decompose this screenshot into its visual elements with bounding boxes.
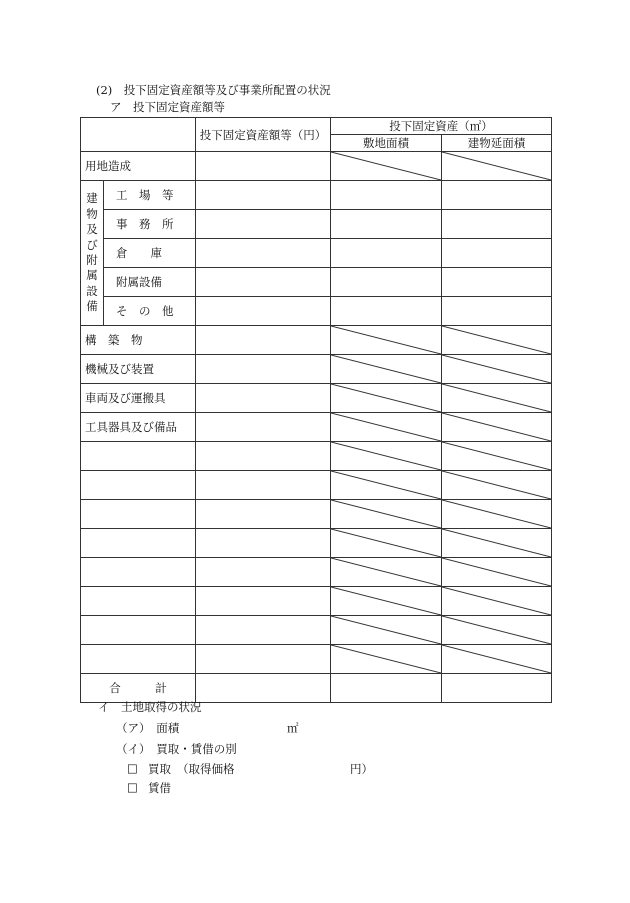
row-label-other: そ の 他 (116, 304, 174, 318)
purchase-type-label: （イ） 買取・賃借の別 (116, 742, 237, 756)
diagonal-strike-line (331, 442, 441, 470)
purchase-checkbox[interactable]: □ (127, 761, 138, 775)
investment-amount-field[interactable] (196, 529, 331, 558)
site-area-field[interactable] (331, 181, 442, 210)
row-label-field[interactable] (81, 471, 196, 500)
diagonal-strike-line (442, 645, 551, 673)
floor-area-cell-crossed (442, 355, 552, 384)
header-floor-area-cell (442, 135, 552, 152)
row-label-tools: 工具器具及び備品 (85, 420, 177, 434)
purchase-price-label: （取得価格 (177, 762, 235, 776)
diagonal-strike-line (331, 152, 441, 180)
site-area-cell-crossed (331, 616, 442, 645)
row-label-cell (81, 326, 196, 355)
floor-area-cell-crossed (442, 616, 552, 645)
diagonal-strike-line (442, 471, 551, 499)
floor-area-cell-crossed (442, 645, 552, 674)
diagonal-strike-line (331, 558, 441, 586)
row-label-field[interactable] (81, 558, 196, 587)
header-assets: 投下固定資産（㎡） (389, 119, 493, 133)
site-area-cell-crossed (331, 529, 442, 558)
row-label-cell (81, 413, 196, 442)
land-area-label: （ア） 面積 (116, 721, 180, 735)
floor-area-field[interactable] (442, 268, 552, 297)
lease-label: 賃借 (148, 781, 171, 795)
header-investment-cell (196, 118, 331, 152)
floor-area-field[interactable] (442, 210, 552, 239)
header-assets-cell (331, 118, 552, 135)
table-row-blank (81, 587, 552, 616)
table-header-row (81, 118, 552, 135)
row-label-field[interactable] (81, 645, 196, 674)
row-label-warehouse: 倉 庫 (116, 246, 162, 260)
row-label-cell (81, 355, 196, 384)
investment-amount-field[interactable] (196, 500, 331, 529)
site-area-cell-crossed (331, 645, 442, 674)
diagonal-strike-line (442, 384, 551, 412)
floor-area-field[interactable] (442, 181, 552, 210)
purchase-label: 買取 (148, 762, 171, 776)
header-blank-cell (81, 118, 196, 152)
diagonal-strike-line (331, 500, 441, 528)
site-area-cell-crossed (331, 587, 442, 616)
floor-area-cell-crossed (442, 152, 552, 181)
table-row-blank (81, 500, 552, 529)
investment-amount-field[interactable] (196, 326, 331, 355)
table-row-machinery (81, 355, 552, 384)
lease-checkbox[interactable]: □ (127, 780, 138, 794)
investment-amount-field[interactable] (196, 210, 331, 239)
floor-area-cell-crossed (442, 587, 552, 616)
row-label-field[interactable] (81, 529, 196, 558)
floor-area-cell-crossed (442, 558, 552, 587)
table-row-blank (81, 558, 552, 587)
row-label-field[interactable] (81, 587, 196, 616)
row-label-land: 用地造成 (85, 159, 131, 173)
site-area-cell-crossed (331, 500, 442, 529)
site-area-field[interactable] (331, 210, 442, 239)
table-row-building-office (81, 210, 552, 239)
table-row-blank (81, 471, 552, 500)
row-label-cell (81, 152, 196, 181)
floor-area-cell-crossed (442, 500, 552, 529)
table-row-blank (81, 616, 552, 645)
table-row-tools (81, 413, 552, 442)
header-site-area: 敷地面積 (363, 136, 409, 150)
row-label-total: 合 計 (109, 681, 167, 695)
investment-amount-field[interactable] (196, 181, 331, 210)
investment-amount-field[interactable] (196, 587, 331, 616)
site-area-field[interactable] (331, 239, 442, 268)
purchase-price-unit: 円） (350, 762, 373, 776)
site-area-cell-crossed (331, 471, 442, 500)
investment-amount-field[interactable] (196, 645, 331, 674)
site-area-cell-crossed (331, 326, 442, 355)
diagonal-strike-line (331, 355, 441, 383)
floor-area-cell-crossed (442, 384, 552, 413)
row-label-equipment: 附属設備 (116, 275, 162, 289)
diagonal-strike-line (442, 152, 551, 180)
header-site-area-cell (331, 135, 442, 152)
floor-area-cell-crossed (442, 471, 552, 500)
row-label-cell (104, 239, 196, 268)
investment-amount-field[interactable] (196, 239, 331, 268)
table-row-building-factory (81, 181, 552, 210)
diagonal-strike-line (442, 355, 551, 383)
floor-area-field[interactable] (442, 239, 552, 268)
row-label-field[interactable] (81, 442, 196, 471)
diagonal-strike-line (442, 558, 551, 586)
row-label-structures: 構 築 物 (85, 333, 143, 347)
diagonal-strike-line (442, 616, 551, 644)
floor-area-cell-crossed (442, 326, 552, 355)
row-label-machinery: 機械及び装置 (85, 362, 154, 376)
table-row-building-equipment (81, 268, 552, 297)
investment-amount-field[interactable] (196, 152, 331, 181)
land-heading: イ 土地取得の状況 (98, 700, 202, 714)
row-label-field[interactable] (81, 500, 196, 529)
diagonal-strike-line (442, 500, 551, 528)
diagonal-strike-line (331, 529, 441, 557)
site-area-cell-crossed (331, 558, 442, 587)
row-label-cell (104, 268, 196, 297)
site-area-field[interactable] (331, 297, 442, 326)
investment-amount-field[interactable] (196, 355, 331, 384)
site-area-total-field[interactable] (331, 674, 442, 703)
investment-amount-field[interactable] (196, 297, 331, 326)
section-heading: (2) 投下固定資産額等及び事業所配置の状況 (96, 83, 331, 97)
table-row-building-other (81, 297, 552, 326)
row-label-cell (104, 181, 196, 210)
diagonal-strike-line (331, 413, 441, 441)
land-area-unit: ㎡ (287, 721, 299, 735)
table-row-blank (81, 529, 552, 558)
diagonal-strike-line (331, 587, 441, 615)
investment-table (80, 117, 552, 703)
investment-amount-field[interactable] (196, 558, 331, 587)
row-label-factory: 工 場 等 (116, 188, 174, 202)
diagonal-strike-line (442, 529, 551, 557)
header-investment: 投下固定資産額等（円） (199, 127, 327, 142)
row-label-vehicles: 車両及び運搬具 (85, 391, 166, 405)
investment-total-field[interactable] (196, 674, 331, 703)
investment-amount-field[interactable] (196, 268, 331, 297)
site-area-cell-crossed (331, 413, 442, 442)
diagonal-strike-line (331, 616, 441, 644)
investment-amount-field[interactable] (196, 471, 331, 500)
site-area-field[interactable] (331, 268, 442, 297)
diagonal-strike-line (331, 384, 441, 412)
diagonal-strike-line (442, 326, 551, 354)
row-label-cell (104, 210, 196, 239)
building-group-label: 建物及び附属設備 (86, 191, 98, 314)
diagonal-strike-line (442, 413, 551, 441)
row-label-field[interactable] (81, 616, 196, 645)
investment-amount-field[interactable] (196, 413, 331, 442)
diagonal-strike-line (331, 645, 441, 673)
investment-amount-field[interactable] (196, 442, 331, 471)
table-row-structures (81, 326, 552, 355)
floor-area-cell-crossed (442, 413, 552, 442)
diagonal-strike-line (331, 326, 441, 354)
floor-area-cell-crossed (442, 529, 552, 558)
table-row-blank (81, 645, 552, 674)
investment-amount-field[interactable] (196, 616, 331, 645)
table-row-building-warehouse (81, 239, 552, 268)
floor-area-field[interactable] (442, 297, 552, 326)
table-row-vehicles (81, 384, 552, 413)
header-floor-area: 建物延面積 (467, 136, 526, 150)
section-subheading: ア 投下固定資産額等 (110, 100, 225, 114)
building-group-label-cell (81, 181, 104, 326)
row-label-cell (104, 297, 196, 326)
row-label-cell (81, 384, 196, 413)
site-area-cell-crossed (331, 442, 442, 471)
investment-amount-field[interactable] (196, 384, 331, 413)
table-row-blank (81, 442, 552, 471)
diagonal-strike-line (442, 442, 551, 470)
table-row-land (81, 152, 552, 181)
floor-area-total-field[interactable] (442, 674, 552, 703)
diagonal-strike-line (331, 471, 441, 499)
diagonal-strike-line (442, 587, 551, 615)
row-label-office: 事 務 所 (116, 217, 174, 231)
site-area-cell-crossed (331, 152, 442, 181)
site-area-cell-crossed (331, 384, 442, 413)
site-area-cell-crossed (331, 355, 442, 384)
floor-area-cell-crossed (442, 442, 552, 471)
